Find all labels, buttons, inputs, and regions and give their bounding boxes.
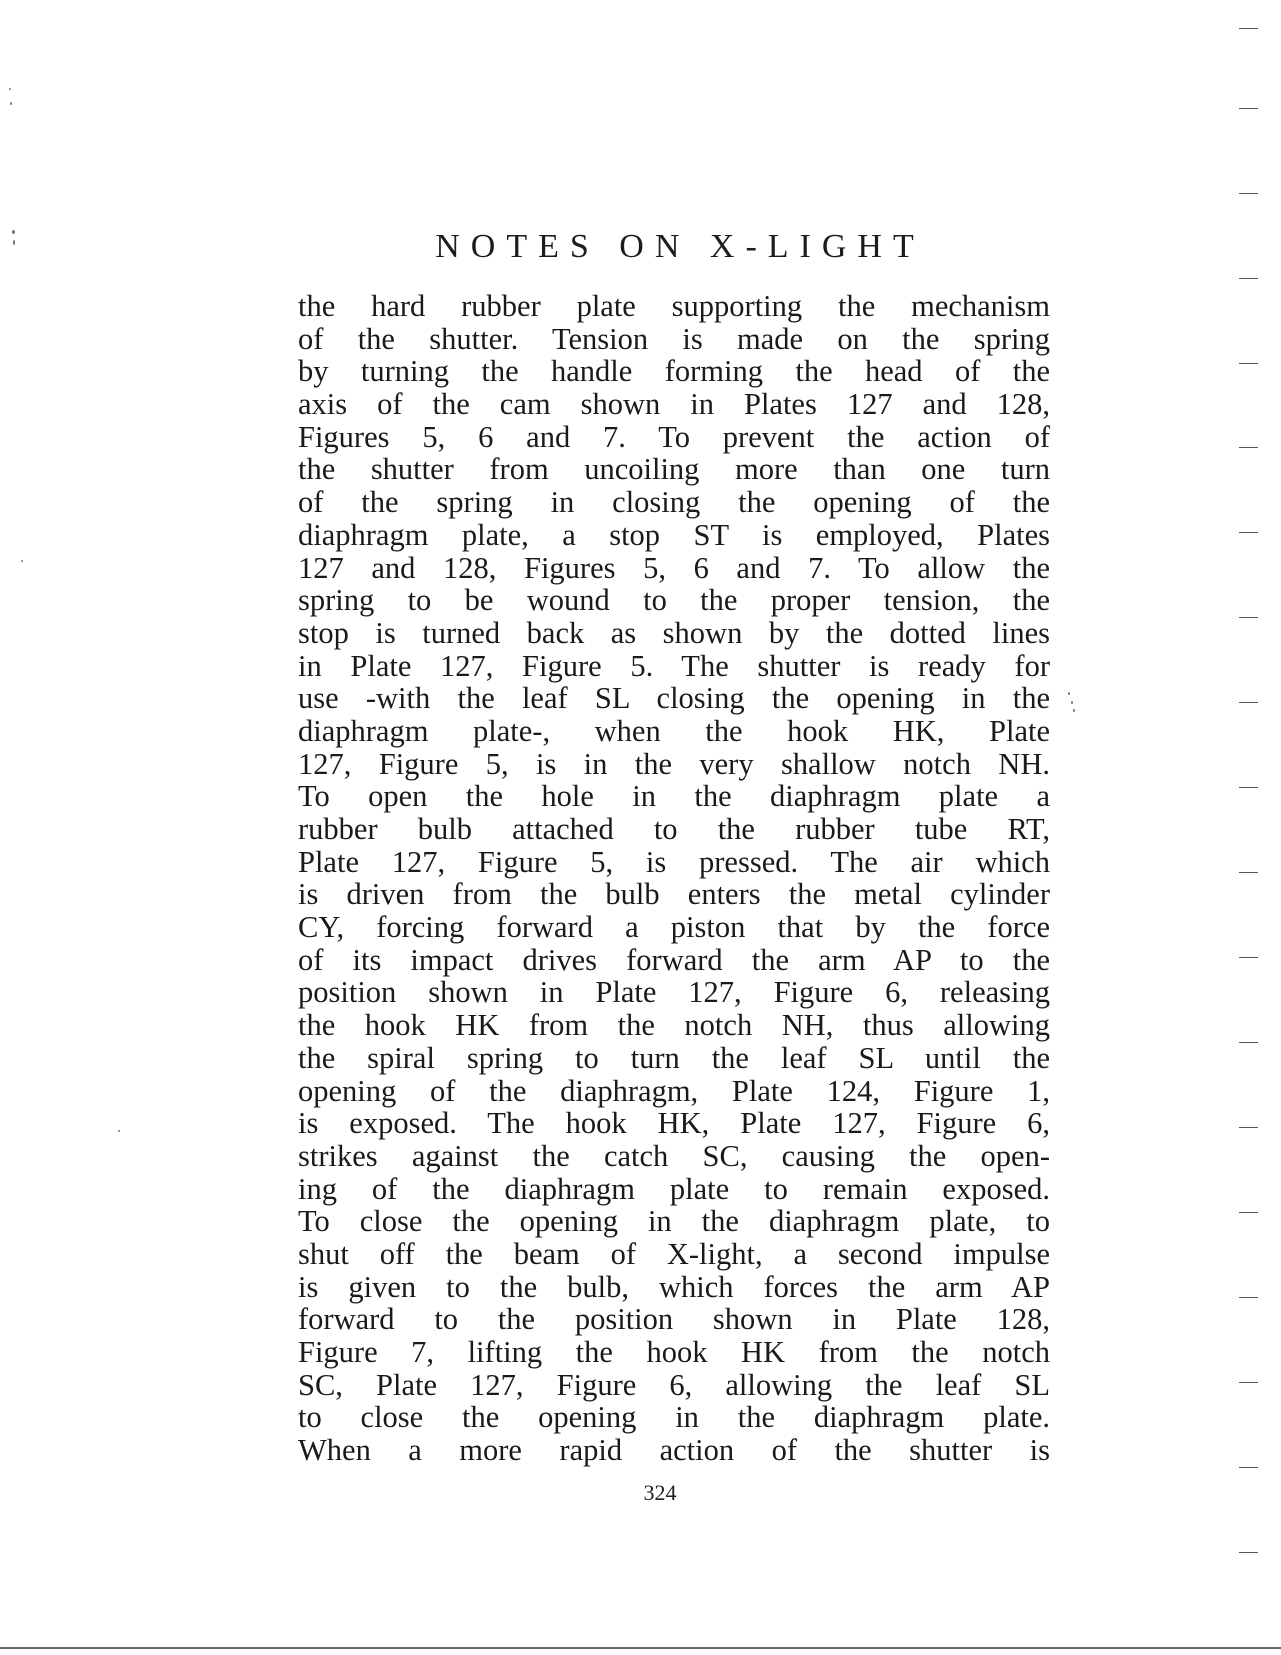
scan-speck <box>21 560 23 562</box>
text-line: To close the opening in the diaphragm plate, to <box>298 1204 1050 1239</box>
text-line: position shown in Plate 127, Figure 6, releasing <box>298 975 1050 1010</box>
margin-tick <box>1239 1552 1258 1553</box>
text-line: is driven from the bulb enters the metal cylinder <box>298 877 1050 912</box>
margin-tick <box>1239 1127 1258 1128</box>
text-line: in Plate 127, Figure 5. The shutter is ready for <box>298 648 1050 683</box>
scan-edge-line <box>0 1647 1281 1649</box>
scan-speck <box>1068 692 1070 695</box>
margin-tick <box>1239 872 1258 873</box>
text-line: is exposed. The hook HK, Plate 127, Figure 6, <box>298 1106 1050 1141</box>
scan-speck <box>1073 709 1075 712</box>
margin-tick <box>1239 363 1258 364</box>
text-line: forward to the position shown in Plate 128, <box>298 1302 1050 1337</box>
margin-tick <box>1239 787 1258 788</box>
text-line: the spiral spring to turn the leaf SL until the <box>298 1040 1050 1075</box>
margin-tick <box>1239 108 1258 109</box>
text-line: spring to be wound to the proper tension, the <box>298 583 1050 618</box>
margin-tick <box>1239 1042 1258 1043</box>
margin-tick <box>1239 1467 1258 1468</box>
text-line: of its impact drives forward the arm AP to the <box>298 942 1050 977</box>
text-line: To open the hole in the diaphragm plate a <box>298 779 1050 814</box>
text-line: to close the opening in the diaphragm plate. <box>298 1400 1050 1435</box>
scan-speck <box>118 1130 120 1132</box>
text-line: use -with the leaf SL closing the opening in the <box>298 681 1050 716</box>
margin-tick <box>1239 617 1258 618</box>
scan-speck <box>12 230 15 234</box>
margin-tick <box>1239 193 1258 194</box>
text-line: by turning the handle forming the head of the <box>298 354 1050 389</box>
text-line: stop is turned back as shown by the dotted lines <box>298 615 1050 650</box>
text-line: shut off the beam of X-light, a second impulse <box>298 1236 1050 1271</box>
text-line: the hook HK from the notch NH, thus allowing <box>298 1008 1050 1043</box>
text-line: 127 and 128, Figures 5, 6 and 7. To allow the <box>298 550 1050 585</box>
text-line: diaphragm plate-, when the hook HK, Plate <box>298 713 1050 748</box>
text-line: Plate 127, Figure 5, is pressed. The air which <box>298 844 1050 879</box>
text-line: 127, Figure 5, is in the very shallow notch NH. <box>298 746 1050 781</box>
margin-tick <box>1239 1382 1258 1383</box>
text-line: strikes against the catch SC, causing the open- <box>298 1138 1050 1173</box>
margin-tick <box>1239 702 1258 703</box>
body-paragraph <box>298 290 1050 1467</box>
margin-tick-marks <box>1239 0 1261 1655</box>
margin-tick <box>1239 447 1258 448</box>
text-line: ing of the diaphragm plate to remain exposed. <box>298 1171 1050 1206</box>
scan-speck <box>13 240 15 245</box>
margin-tick <box>1239 28 1258 29</box>
margin-tick <box>1239 532 1258 533</box>
text-line: Figures 5, 6 and 7. To prevent the action of <box>298 419 1050 454</box>
text-line: CY, forcing forward a piston that by the force <box>298 910 1050 945</box>
text-line last-line: When a more rapid action of the shutter is <box>298 1433 1050 1468</box>
text-line: axis of the cam shown in Plates 127 and 128, <box>298 387 1050 422</box>
scan-speck <box>9 88 11 90</box>
text-line: SC, Plate 127, Figure 6, allowing the leaf SL <box>298 1367 1050 1402</box>
text-line: opening of the diaphragm, Plate 124, Figure 1, <box>298 1073 1050 1108</box>
text-line: rubber bulb attached to the rubber tube RT, <box>298 812 1050 846</box>
scan-speck <box>1071 701 1073 704</box>
text-line: the hard rubber plate supporting the mechanism <box>298 289 1050 323</box>
margin-tick <box>1239 1297 1258 1298</box>
scan-speck <box>10 102 12 105</box>
text-line: the shutter from uncoiling more than one turn <box>298 452 1050 487</box>
running-head: NOTES ON X-LIGHT <box>435 228 925 265</box>
page-number: 324 <box>643 1480 677 1505</box>
text-line: of the shutter. Tension is made on the spring <box>298 321 1050 356</box>
text-line: of the spring in closing the opening of the <box>298 485 1050 520</box>
text-line: diaphragm plate, a stop ST is employed, Plates <box>298 517 1050 552</box>
margin-tick <box>1239 957 1258 958</box>
text-line: is given to the bulb, which forces the arm AP <box>298 1269 1050 1304</box>
margin-tick <box>1239 1212 1258 1213</box>
margin-tick <box>1239 278 1258 279</box>
text-line: Figure 7, lifting the hook HK from the notch <box>298 1335 1050 1369</box>
